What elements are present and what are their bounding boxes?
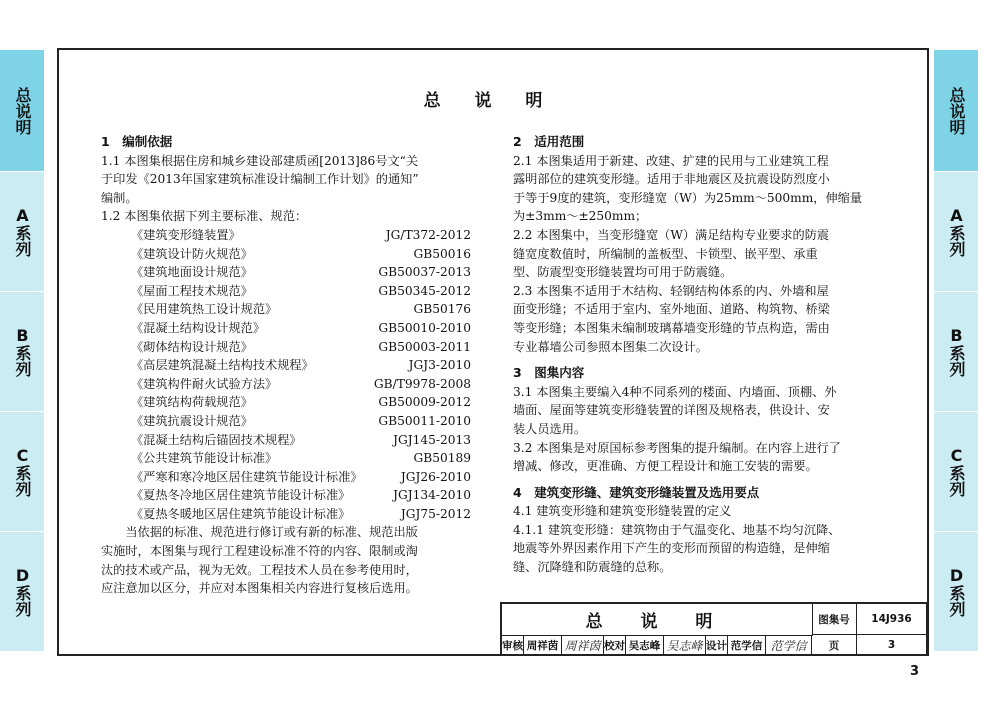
text-line: 地震等外界因素作用下产生的变形而预留的构造缝，是伸缩 [513, 541, 830, 556]
standard-code: GB50176 [413, 302, 471, 317]
standard-row [101, 338, 471, 357]
title-block [500, 602, 927, 654]
standard-code: JGJ3-2010 [408, 358, 471, 373]
standard-name: 《建筑构件耐火试验方法》 [131, 376, 278, 391]
text-line: 3.2 本图集是对原国标参考图集的提升编制。在内容上进行了 [513, 440, 841, 455]
section-heading: 4 建筑变形缝、建筑变形缝装置及选用要点 [513, 484, 760, 500]
tab-label: A系列 [13, 206, 32, 257]
text-line: 汰的技术或产品，视为无效。工程技术人员在参考使用时， [101, 562, 418, 577]
review-name: 周祥茵 [524, 635, 562, 656]
section-heading: 2 适用范围 [513, 134, 585, 149]
standard-name: 《严寒和寒冷地区居住建筑节能设计标准》 [131, 469, 363, 484]
standard-name: 《建筑变形缝装置》 [131, 227, 241, 242]
text-line: 2.3 本图集不适用于木结构、轻钢结构体系的内、外墙和屋 [513, 283, 829, 298]
right-column [513, 133, 891, 577]
text-line: 4.1 建筑变形缝和建筑变形缝装置的定义 [513, 504, 732, 519]
text-line: 型、防震型变形缝装置均可用于防震缝。 [513, 265, 733, 280]
standard-code: GB50016 [413, 246, 471, 261]
title-block-title: 总 说 明 [502, 604, 813, 636]
text-line: 为±3mm～±250mm； [513, 209, 648, 224]
page-no: 3 [857, 635, 927, 656]
text-line: 1.2 本图集依据下列主要标准、规范： [101, 209, 308, 224]
text-line: 增减、修改，更准确、方便工程设计和施工安装的需要。 [513, 459, 818, 474]
standard-code: JGJ134-2010 [393, 488, 471, 503]
tab-general-notes[interactable] [0, 50, 44, 172]
standard-row [101, 245, 471, 264]
tab-series-d[interactable] [934, 532, 978, 652]
check-label: 校对 [604, 635, 626, 656]
standard-name: 《夏热冬暖地区居住建筑节能设计标准》 [131, 506, 351, 521]
text-line: 3.1 本图集主要编入4种不同系列的楼面、内墙面、顶棚、外 [513, 384, 837, 399]
page-title: 总 说 明 [423, 91, 557, 111]
standard-row [101, 431, 471, 450]
standard-name: 《民用建筑热工设计规范》 [131, 302, 278, 317]
tab-label: 总说明 [13, 86, 32, 135]
tab-series-a[interactable] [934, 172, 978, 292]
text-line: 2.2 本图集中，当变形缝宽（W）满足结构专业要求的防震 [513, 227, 830, 242]
text-line: 编制。 [101, 190, 138, 205]
standard-name: 《公共建筑节能设计标准》 [131, 451, 278, 466]
standard-code: GB50010-2010 [378, 320, 471, 335]
tab-label: A系列 [947, 206, 966, 257]
tab-series-b[interactable] [0, 292, 44, 412]
standard-name: 《建筑抗震设计规范》 [131, 413, 253, 428]
standard-code: GB50345-2012 [378, 283, 471, 298]
standard-name: 《建筑设计防火规范》 [131, 246, 253, 261]
text-line: 缝、沉降缝和防震缝的总称。 [513, 560, 672, 575]
standard-name: 《夏热冬冷地区居住建筑节能设计标准》 [131, 488, 351, 503]
tab-label: D系列 [947, 566, 966, 617]
standard-name: 《混凝土结构设计规范》 [131, 320, 266, 335]
tab-label: B系列 [13, 326, 32, 377]
tab-series-d[interactable] [0, 532, 44, 652]
text-line: 2.1 本图集适用于新建、改建、扩建的民用与工业建筑工程 [513, 153, 829, 168]
tab-label: D系列 [13, 566, 32, 617]
text-line: 实施时，本图集与现行工程建设标准不符的内容、限制或淘 [101, 544, 418, 559]
text-line: 于印发《2013年国家建筑标准设计编制工作计划》的通知” [101, 172, 419, 187]
standard-code: JGJ145-2013 [393, 432, 471, 447]
check-signature: 吴志峰 [664, 635, 706, 656]
section-heading: 3 图集内容 [513, 365, 585, 381]
page-number: 3 [910, 664, 920, 679]
text-line: 面变形缝；不适用于室内、室外地面、道路、构筑物、桥梁 [513, 302, 830, 317]
text-line: 于等于9度的建筑，变形缝宽（W）为25mm～500mm，伸缩量 [513, 190, 863, 205]
design-name: 范学信 [728, 635, 766, 656]
tab-general-notes[interactable] [934, 50, 978, 172]
review-label: 审核 [502, 635, 524, 656]
tab-label: B系列 [947, 326, 966, 377]
tab-label: C系列 [947, 446, 966, 497]
text-line: 当依据的标准、规范进行修订或有新的标准、规范出版 [101, 525, 418, 540]
standard-row [101, 356, 471, 375]
text-line: 1.1 本图集根据住房和城乡建设部建质函[2013]86号文“关 [101, 153, 419, 168]
standard-name: 《屋面工程技术规范》 [131, 283, 253, 298]
standard-row [101, 319, 471, 338]
standard-row [101, 263, 471, 282]
standard-code: JGJ75-2012 [400, 506, 471, 521]
standard-row [101, 300, 471, 319]
design-label: 设计 [706, 635, 728, 656]
page-label: 页 [812, 635, 857, 656]
standards-list [101, 226, 471, 524]
standard-name: 《高层建筑混凝土结构技术规程》 [131, 358, 314, 373]
standard-name: 《砌体结构设计规范》 [131, 339, 253, 354]
review-signature: 周祥茵 [562, 635, 604, 656]
standard-row [101, 412, 471, 431]
standard-code: GB50009-2012 [378, 395, 471, 410]
standard-row [101, 393, 471, 412]
standard-row [101, 282, 471, 301]
standard-code: JGJ26-2010 [400, 469, 471, 484]
text-line: 墙面、屋面等建筑变形缝装置的详图及规格表，供设计、安 [513, 403, 830, 418]
tab-series-c[interactable] [934, 412, 978, 532]
standard-row [101, 375, 471, 394]
standard-code: GB50011-2010 [378, 413, 471, 428]
text-line: 专业幕墙公司参照本图集二次设计。 [513, 339, 708, 354]
standard-row [101, 449, 471, 468]
tab-series-b[interactable] [934, 292, 978, 412]
standard-code: GB50003-2011 [378, 339, 471, 354]
text-line: 装人员选用。 [513, 421, 587, 436]
tab-series-c[interactable] [0, 412, 44, 532]
design-signature: 范学信 [766, 635, 812, 656]
standard-name: 《建筑地面设计规范》 [131, 265, 253, 280]
standard-row [101, 226, 471, 245]
standard-code: JG/T372-2012 [385, 227, 471, 242]
section-heading: 1 编制依据 [101, 134, 173, 149]
left-column [101, 133, 471, 598]
text-line: 应注意加以区分，并应对本图集相关内容进行复核后选用。 [101, 581, 418, 596]
tab-series-a[interactable] [0, 172, 44, 292]
tab-label: 总说明 [947, 86, 966, 135]
text-line: 等变形缝；本图集未编制玻璃幕墙变形缝的节点构造，需由 [513, 320, 830, 335]
standard-code: GB50189 [413, 451, 471, 466]
atlas-number: 14J936 [857, 604, 927, 635]
text-line: 露明部位的建筑变形缝。适用于非地震区及抗震设防烈度小 [513, 172, 830, 187]
standard-name: 《建筑结构荷载规范》 [131, 395, 253, 410]
standard-code: GB50037-2013 [378, 265, 471, 280]
text-line: 4.1.1 建筑变形缝：建筑物由于气温变化、地基不均匀沉降、 [513, 522, 841, 537]
text-line: 缝宽度数值时，所编制的盖板型、卡锁型、嵌平型、承重 [513, 246, 818, 261]
standard-row [101, 468, 471, 487]
atlas-number-label: 图集号 [812, 604, 857, 635]
tab-label: C系列 [13, 446, 32, 497]
standard-code: GB/T9978-2008 [373, 376, 471, 391]
standard-row [101, 505, 471, 524]
check-name: 吴志峰 [626, 635, 664, 656]
standard-name: 《混凝土结构后锚固技术规程》 [131, 432, 302, 447]
standard-row [101, 486, 471, 505]
